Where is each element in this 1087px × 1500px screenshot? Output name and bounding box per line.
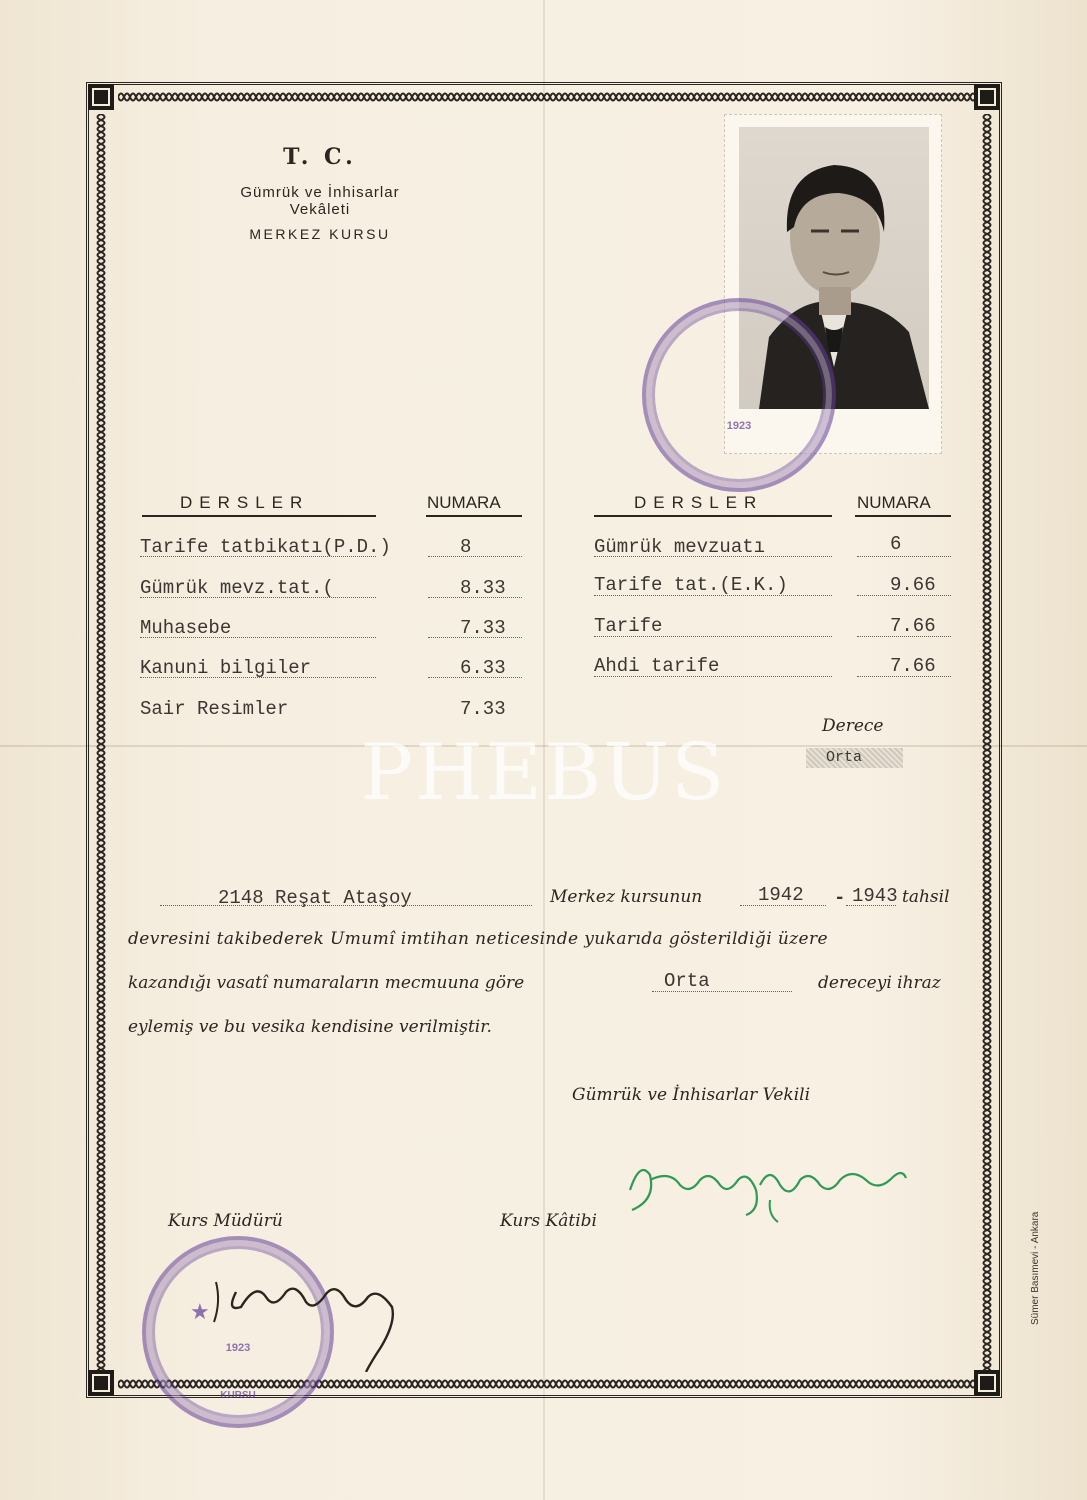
table-row-left-2-course: Gümrük mevz.tat.( (140, 577, 334, 599)
body-merkez-kursunun: Merkez kursunun (550, 887, 703, 907)
dotted-line (740, 905, 826, 906)
table-row-left-3-grade: 7.33 (460, 617, 506, 639)
right-dersler-rule (594, 515, 832, 517)
table-row-right-2-grade: 9.66 (890, 574, 936, 596)
border-corner-bottom-left (88, 1370, 114, 1396)
year-end: 1943 (852, 885, 898, 907)
dotted-line (428, 597, 522, 598)
grade-inline: Orta (664, 970, 710, 992)
student-name: 2148 Reşat Ataşoy (218, 887, 412, 909)
printer-imprint: Sümer Basımevi - Ankara (1030, 1211, 1041, 1325)
border-corner-top-left (88, 84, 114, 110)
header-ministry: Gümrük ve İnhisarlar (240, 184, 400, 201)
dotted-line (594, 595, 832, 596)
left-numara-rule (426, 515, 522, 517)
table-row-left-1-course: Tarife tatbikatı(P.D.) (140, 536, 391, 558)
year-dash: - (834, 887, 846, 909)
right-numara-header: NUMARA (857, 493, 931, 512)
table-row-right-3-grade: 7.66 (890, 615, 936, 637)
dotted-line (857, 636, 951, 637)
body-line-3: kazandığı vasatî numaraların mecmuuna göre (128, 973, 525, 993)
body-line-2: devresini takibederek Umumî imtihan neticesinde yukarıda gösterildiği üzere (128, 929, 829, 949)
dotted-line (594, 556, 832, 557)
table-row-left-1-grade: 8 (460, 536, 472, 558)
dotted-line (428, 556, 522, 557)
table-row-left-5-course: Sair Resimler (140, 698, 289, 720)
left-dersler-header: DERSLER (180, 493, 310, 512)
dotted-line (140, 556, 376, 557)
derece-value: Orta (826, 749, 863, 766)
derece-label: Derece (822, 716, 884, 736)
table-row-left-4-grade: 6.33 (460, 657, 506, 679)
dotted-line (428, 677, 522, 678)
table-row-right-1-grade: 6 (890, 533, 902, 555)
dotted-line (594, 676, 832, 677)
table-row-right-1-course: Gümrük mevzuatı (594, 536, 766, 558)
body-dereceyi-ihraz: dereceyi ihraz (818, 973, 941, 993)
photo-stamp-year: 1923 (726, 420, 752, 432)
dotted-line (428, 637, 522, 638)
left-dersler-rule (142, 515, 376, 517)
right-dersler-header: DERSLER (634, 493, 764, 512)
dotted-line (857, 676, 951, 677)
table-row-right-3-course: Tarife (594, 615, 663, 637)
dotted-line (140, 677, 376, 678)
table-row-right-4-course: Ahdi tarife (594, 655, 720, 677)
table-row-right-2-course: Tarife tat.(E.K.) (594, 574, 788, 596)
dotted-line (857, 556, 951, 557)
border-corner-top-right (974, 84, 1000, 110)
table-row-left-5-grade: 7.33 (460, 698, 506, 720)
border-corner-bottom-right (974, 1370, 1000, 1396)
dotted-line (594, 636, 832, 637)
katip-title: Kurs Kâtibi (500, 1211, 597, 1231)
certificate-header (150, 144, 490, 242)
table-row-left-3-course: Muhasebe (140, 617, 232, 639)
star-icon: ★ (190, 1300, 210, 1325)
table-row-left-2-grade: 8.33 (460, 577, 506, 599)
right-numara-rule (855, 515, 951, 517)
dotted-line (652, 991, 792, 992)
phebus-watermark: PHEBUS (360, 728, 727, 818)
dotted-line (857, 595, 951, 596)
header-tc: T. C. (283, 144, 357, 170)
mudur-signature (196, 1252, 406, 1372)
stamp-year: 1923 (225, 1342, 251, 1354)
photo-official-stamp (642, 298, 836, 492)
dotted-line (160, 905, 532, 906)
table-row-left-4-course: Kanuni bilgiler (140, 657, 312, 679)
dotted-line (140, 637, 376, 638)
dotted-line (846, 905, 896, 906)
body-line-4: eylemiş ve bu vesika kendisine verilmiştir. (128, 1017, 492, 1037)
table-row-right-4-grade: 7.66 (890, 655, 936, 677)
left-numara-header: NUMARA (427, 493, 501, 512)
border-chain-top (118, 88, 976, 106)
mudur-title: Kurs Müdürü (168, 1211, 283, 1231)
header-merkez-kursu: MERKEZ KURSU (249, 226, 391, 242)
vekil-signature (620, 1140, 910, 1230)
stamp-kursu: KURSU (220, 1390, 256, 1401)
year-start: 1942 (758, 884, 804, 906)
header-vekaleti: Vekâleti (289, 201, 351, 218)
body-tahsil: tahsil (902, 887, 950, 907)
dotted-line (140, 597, 376, 598)
vekil-title: Gümrük ve İnhisarlar Vekili (572, 1085, 811, 1105)
